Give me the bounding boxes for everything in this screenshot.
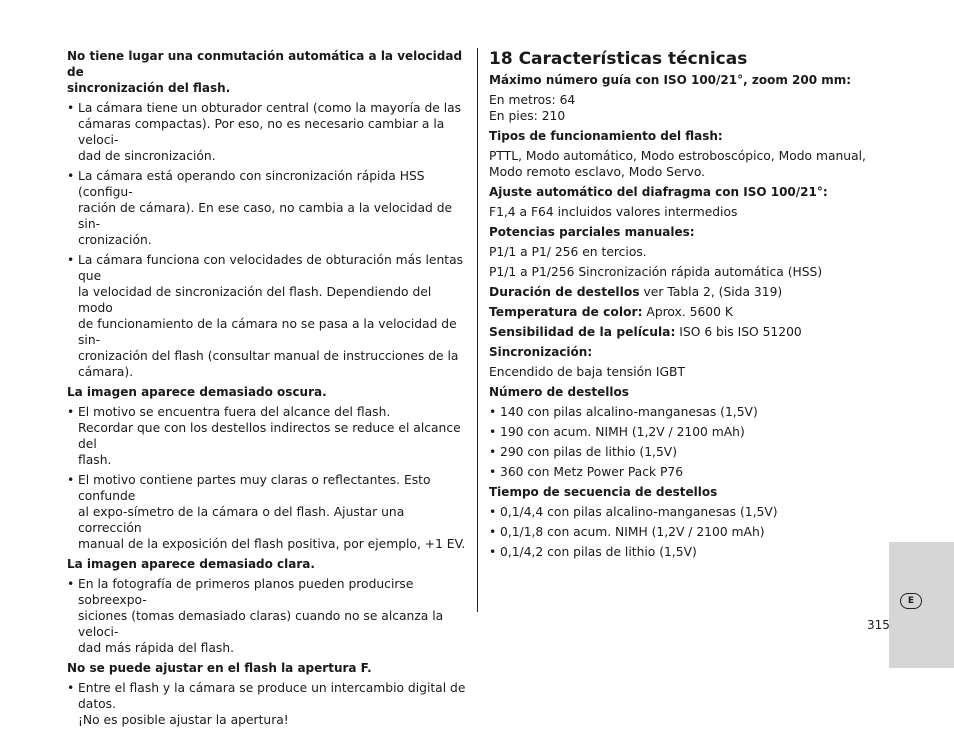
list-item: • 140 con pilas alcalino-manganesas (1,5V) <box>489 404 869 420</box>
list-item-line: • La cámara funciona con velocidades de obturación más lentas que <box>78 253 464 283</box>
list-item <box>67 576 467 656</box>
list-item <box>67 472 467 552</box>
color-temperature-label: Temperatura de color: <box>489 305 643 319</box>
guide-number-heading: Máximo número guía con ISO 100/21°, zoom 200 mm: <box>489 73 852 87</box>
guide-number-values <box>489 92 869 124</box>
list-item-line: cronización del flash (consultar manual de instrucciones de la <box>78 349 459 363</box>
flash-count-heading: Número de destellos <box>489 385 629 399</box>
flash-duration-label: Duración de destellos <box>489 285 640 299</box>
flash-modes-line: PTTL, Modo automático, Modo estroboscópico, Modo manual, <box>489 149 866 163</box>
sequence-time-list <box>489 504 869 560</box>
list-item <box>67 100 467 164</box>
troubleshooting-list <box>67 576 467 656</box>
heading-line: sincronización del flash. <box>67 81 231 95</box>
troubleshooting-list <box>67 404 467 552</box>
list-item: • 0,1/4,2 con pilas de lithio (1,5V) <box>489 544 869 560</box>
list-item-line: datos. <box>78 697 117 711</box>
list-item-line: • Entre el flash y la cámara se produce un intercambio digital de <box>78 681 466 695</box>
list-item-line: ración de cámara). En ese caso, no cambia a la velocidad de sin- <box>78 201 453 231</box>
list-item: • 360 con Metz Power Pack P76 <box>489 464 869 480</box>
flash-modes-heading: Tipos de funcionamiento del flash: <box>489 129 723 143</box>
troubleshooting-heading <box>67 48 467 96</box>
flash-duration <box>489 284 869 300</box>
list-item: • 0,1/4,4 con pilas alcalino-manganesas (1,5V) <box>489 504 869 520</box>
heading-line: La imagen aparece demasiado clara. <box>67 557 315 571</box>
list-item-line: siciones (tomas demasiado claras) cuando no se alcanza la veloci- <box>78 609 444 639</box>
list-item: • 290 con pilas de lithio (1,5V) <box>489 444 869 460</box>
list-item-line: al expo-símetro de la cámara o del flash. Ajustar una corrección <box>78 505 405 535</box>
color-temperature-value: Aprox. 5600 K <box>642 305 733 319</box>
troubleshooting-heading <box>67 384 467 400</box>
sync-text: Encendido de baja tensión IGBT <box>489 365 685 379</box>
troubleshooting-list <box>67 100 467 380</box>
flash-duration-value: ver Tabla 2, (Sida 319) <box>639 285 783 299</box>
troubleshooting-heading <box>67 556 467 572</box>
list-item-line: cámaras compactas). Por eso, no es necesario cambiar a la veloci- <box>78 117 445 147</box>
aperture-heading: Ajuste automático del diafragma con ISO 100/21°: <box>489 185 828 199</box>
column-divider <box>477 48 478 612</box>
list-item-line: de funcionamiento de la cámara no se pasa a la velocidad de sin- <box>78 317 457 347</box>
guide-number-meters: En metros: 64 <box>489 93 576 107</box>
list-item-line: cronización. <box>78 233 152 247</box>
troubleshooting-column <box>67 48 467 732</box>
list-item-line: cámara). <box>78 365 134 379</box>
list-item-line: ¡No es posible ajustar la apertura! <box>78 713 289 727</box>
technical-specs-column <box>489 48 869 564</box>
color-temperature <box>489 304 869 320</box>
list-item-line: manual de la exposición del flash positiva, por ejemplo, +1 EV. <box>78 537 466 551</box>
flash-count-list <box>489 404 869 480</box>
film-sensitivity-label: Sensibilidad de la película: <box>489 325 676 339</box>
sequence-time-heading: Tiempo de secuencia de destellos <box>489 485 718 499</box>
list-item-line: la velocidad de sincronización del flash. Dependiendo del modo <box>78 285 432 315</box>
partial-power-line: P1/1 a P1/ 256 en tercios. <box>489 245 647 259</box>
list-item <box>67 404 467 468</box>
language-badge: E <box>900 593 922 609</box>
list-item-line: flash. <box>78 453 112 467</box>
heading-line: No se puede ajustar en el flash la apertura F. <box>67 661 372 675</box>
list-item-line: • El motivo contiene partes muy claras o reflectantes. Esto confunde <box>78 473 431 503</box>
heading-line: No tiene lugar una conmutación automática a la velocidad de <box>67 49 463 79</box>
aperture-text: F1,4 a F64 incluidos valores intermedios <box>489 205 738 219</box>
list-item <box>67 168 467 248</box>
list-item <box>67 252 467 380</box>
guide-number-feet: En pies: 210 <box>489 109 566 123</box>
list-item: • 0,1/1,8 con acum. NIMH (1,2V / 2100 mAh) <box>489 524 869 540</box>
heading-line: La imagen aparece demasiado oscura. <box>67 385 327 399</box>
list-item-line: Recordar que con los destellos indirectos se reduce el alcance del <box>78 421 461 451</box>
section-title: 18 Características técnicas <box>489 49 748 69</box>
list-item <box>67 680 467 728</box>
flash-modes-text <box>489 148 869 180</box>
list-item-line: • En la fotografía de primeros planos pueden producirse sobreexpo- <box>78 577 414 607</box>
list-item: • 190 con acum. NIMH (1,2V / 2100 mAh) <box>489 424 869 440</box>
troubleshooting-heading <box>67 660 467 676</box>
list-item-line: • La cámara está operando con sincronización rápida HSS (configu- <box>78 169 425 199</box>
list-item-line: • La cámara tiene un obturador central (como la mayoría de las <box>78 101 462 115</box>
list-item-line: • El motivo se encuentra fuera del alcance del flash. <box>78 405 391 419</box>
flash-modes-line: Modo remoto esclavo, Modo Servo. <box>489 165 706 179</box>
film-sensitivity-value: ISO 6 bis ISO 51200 <box>675 325 802 339</box>
chapter-side-tab <box>889 542 954 668</box>
partial-power-heading: Potencias parciales manuales: <box>489 225 695 239</box>
page-number: 315 <box>867 618 890 632</box>
film-sensitivity <box>489 324 869 340</box>
troubleshooting-list <box>67 680 467 728</box>
partial-power-hss-line: P1/1 a P1/256 Sincronización rápida automática (HSS) <box>489 265 823 279</box>
list-item-line: dad de sincronización. <box>78 149 216 163</box>
sync-heading: Sincronización: <box>489 345 593 359</box>
list-item-line: dad más rápida del flash. <box>78 641 235 655</box>
